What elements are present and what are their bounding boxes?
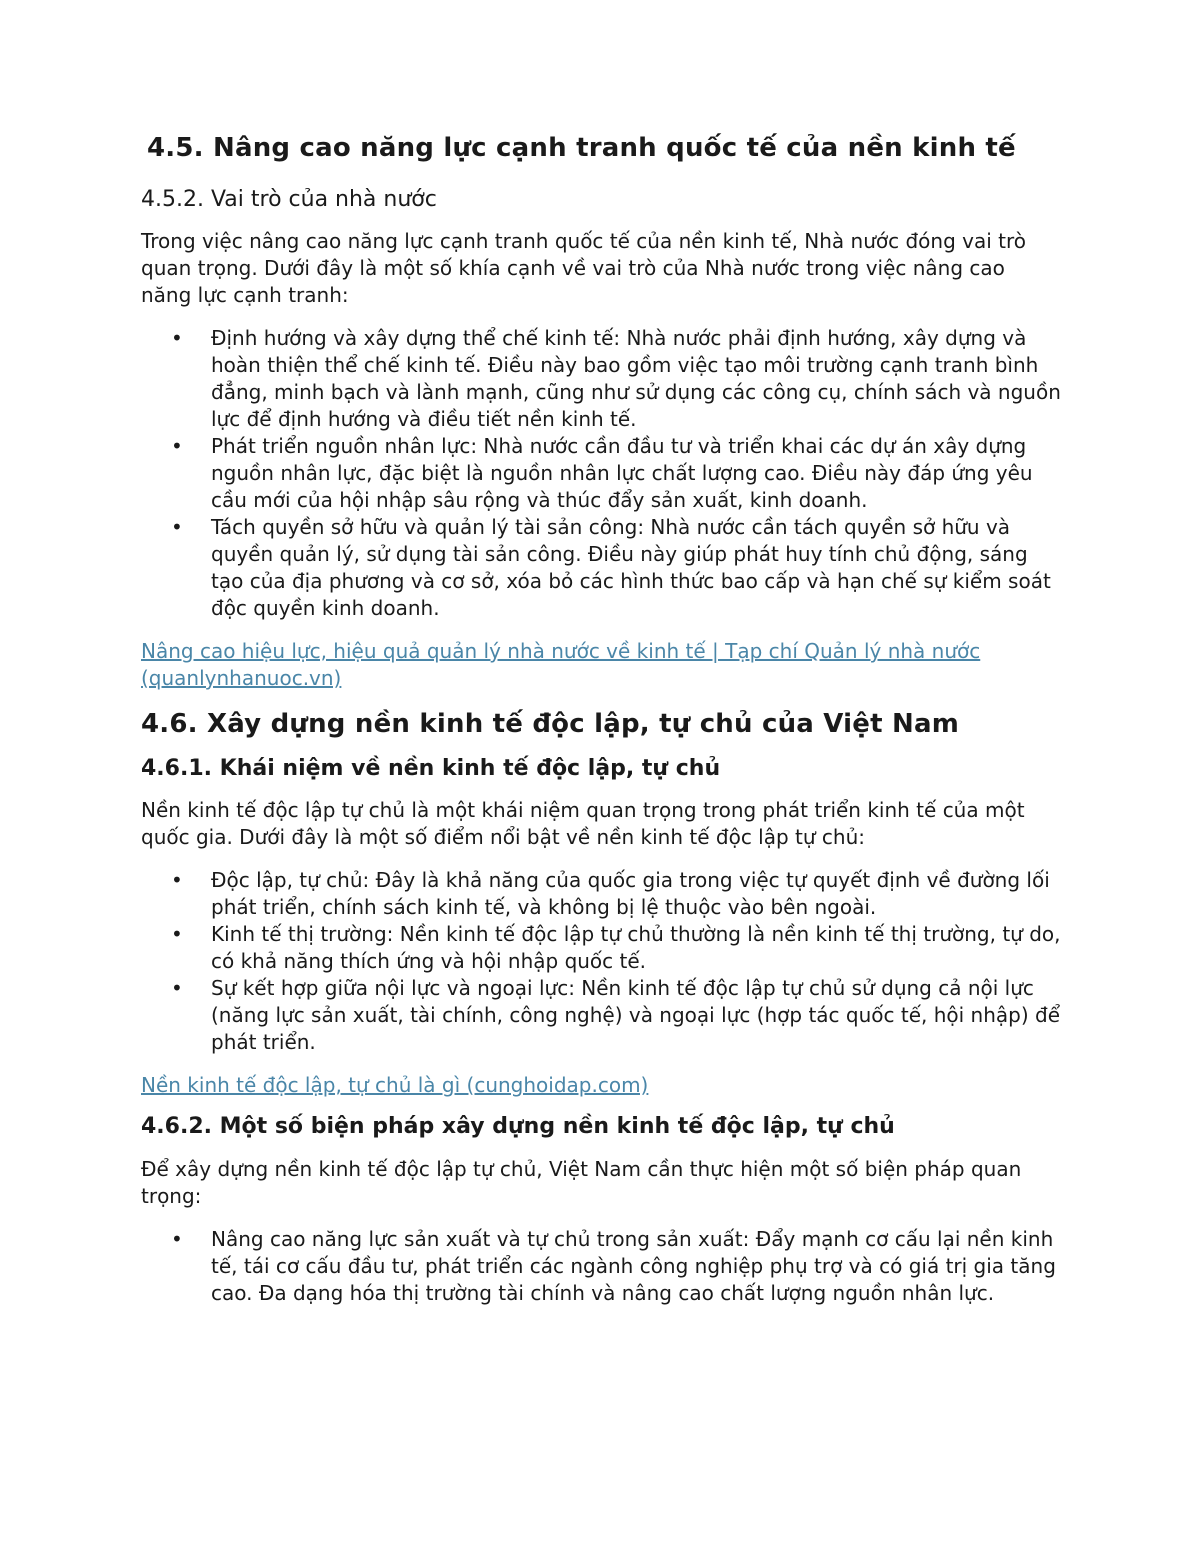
source-link-cunghoidap[interactable]: Nền kinh tế độc lập, tự chủ là gì (cunghoidap.com) xyxy=(141,1073,649,1098)
list-item-text: Độc lập, tự chủ: Đây là khả năng của quốc gia trong việc tự quyết định về đường lối phát triển, chính sách kinh tế, và không bị lệ thuộc vào bên ngoài. xyxy=(211,868,1050,920)
list-item xyxy=(141,1226,1061,1307)
bullet-icon: • xyxy=(171,1226,183,1251)
list-item-text: Kinh tế thị trường: Nền kinh tế độc lập tự chủ thường là nền kinh tế thị trường, tự do, có khả năng thích ứng và hội nhập quốc tế. xyxy=(211,922,1061,974)
bullet-icon: • xyxy=(171,515,183,540)
bullet-icon: • xyxy=(171,326,183,351)
bullet-list-4-5-2 xyxy=(141,325,1061,622)
heading-4-6: 4.6. Xây dựng nền kinh tế độc lập, tự chủ của Việt Nam xyxy=(141,709,959,740)
paragraph-4-6-2-intro: Để xây dựng nền kinh tế độc lập tự chủ, Việt Nam cần thực hiện một số biện pháp quan trọng: xyxy=(141,1156,1022,1208)
list-item xyxy=(141,325,1061,433)
heading-4-5-2: 4.5.2. Vai trò của nhà nước xyxy=(141,186,437,212)
heading-4-6-2: 4.6.2. Một số biện pháp xây dựng nền kinh tế độc lập, tự chủ xyxy=(141,1114,895,1140)
list-item xyxy=(141,514,1061,622)
bullet-icon: • xyxy=(171,434,183,459)
list-item-text: Sự kết hợp giữa nội lực và ngoại lực: Nền kinh tế độc lập tự chủ sử dụng cả nội lực (năng lực sản xuất, tài chính, công nghệ) và ngoại lực (hợp tác quốc tế, hội nhập) để phát triển. xyxy=(211,976,1061,1055)
document-page xyxy=(141,132,1061,1307)
bullet-list-4-6-2 xyxy=(141,1226,1061,1307)
list-item xyxy=(141,867,1061,921)
list-item-text: Phát triển nguồn nhân lực: Nhà nước cần đầu tư và triển khai các dự án xây dựng nguồn nhân lực, đặc biệt là nguồn nhân lực chất lượng cao. Điều này đáp ứng yêu cầu mới của hội nhập sâu rộng và thúc đẩy sản xuất, kinh doanh. xyxy=(211,434,1033,513)
list-item xyxy=(141,975,1061,1056)
paragraph-4-5-2-intro: Trong việc nâng cao năng lực cạnh tranh quốc tế của nền kinh tế, Nhà nước đóng vai trò quan trọng. Dưới đây là một số khía cạnh về vai trò của Nhà nước trong việc nâng cao năng lực cạnh tranh: xyxy=(141,229,1027,308)
bullet-icon: • xyxy=(171,868,183,893)
list-item xyxy=(141,921,1061,975)
list-item-text: Định hướng và xây dựng thể chế kinh tế: Nhà nước phải định hướng, xây dựng và hoàn thiện thể chế kinh tế. Điều này bao gồm việc tạo môi trường cạnh tranh bình đẳng, minh bạch và lành mạnh, cũng như sử dụng các công cụ, chính sách và nguồn lực để định hướng và điều tiết nền kinh tế. xyxy=(211,326,1061,432)
heading-4-5: 4.5. Nâng cao năng lực cạnh tranh quốc tế của nền kinh tế xyxy=(147,133,1016,163)
bullet-list-4-6-1 xyxy=(141,867,1061,1056)
heading-4-6-1: 4.6.1. Khái niệm về nền kinh tế độc lập, tự chủ xyxy=(141,755,721,781)
list-item-text: Nâng cao năng lực sản xuất và tự chủ trong sản xuất: Đẩy mạnh cơ cấu lại nền kinh tế, tái cơ cấu đầu tư, phát triển các ngành công nghiệp phụ trợ và có giá trị gia tăng cao. Đa dạng hóa thị trường tài chính và nâng cao chất lượng nguồn nhân lực. xyxy=(211,1226,1056,1305)
bullet-icon: • xyxy=(171,922,183,947)
source-link-quanlynhanuoc[interactable]: Nâng cao hiệu lực, hiệu quả quản lý nhà nước về kinh tế | Tạp chí Quản lý nhà nước (quanlynhanuoc.vn) xyxy=(141,639,981,691)
list-item-text: Tách quyền sở hữu và quản lý tài sản công: Nhà nước cần tách quyền sở hữu và quyền quản lý, sử dụng tài sản công. Điều này giúp phát huy tính chủ động, sáng tạo của địa phương và cơ sở, xóa bỏ các hình thức bao cấp và hạn chế sự kiểm soát độc quyền kinh doanh. xyxy=(211,515,1051,621)
list-item xyxy=(141,433,1061,514)
bullet-icon: • xyxy=(171,976,183,1001)
paragraph-4-6-1-intro: Nền kinh tế độc lập tự chủ là một khái niệm quan trọng trong phát triển kinh tế của một quốc gia. Dưới đây là một số điểm nổi bật về nền kinh tế độc lập tự chủ: xyxy=(141,798,1025,850)
